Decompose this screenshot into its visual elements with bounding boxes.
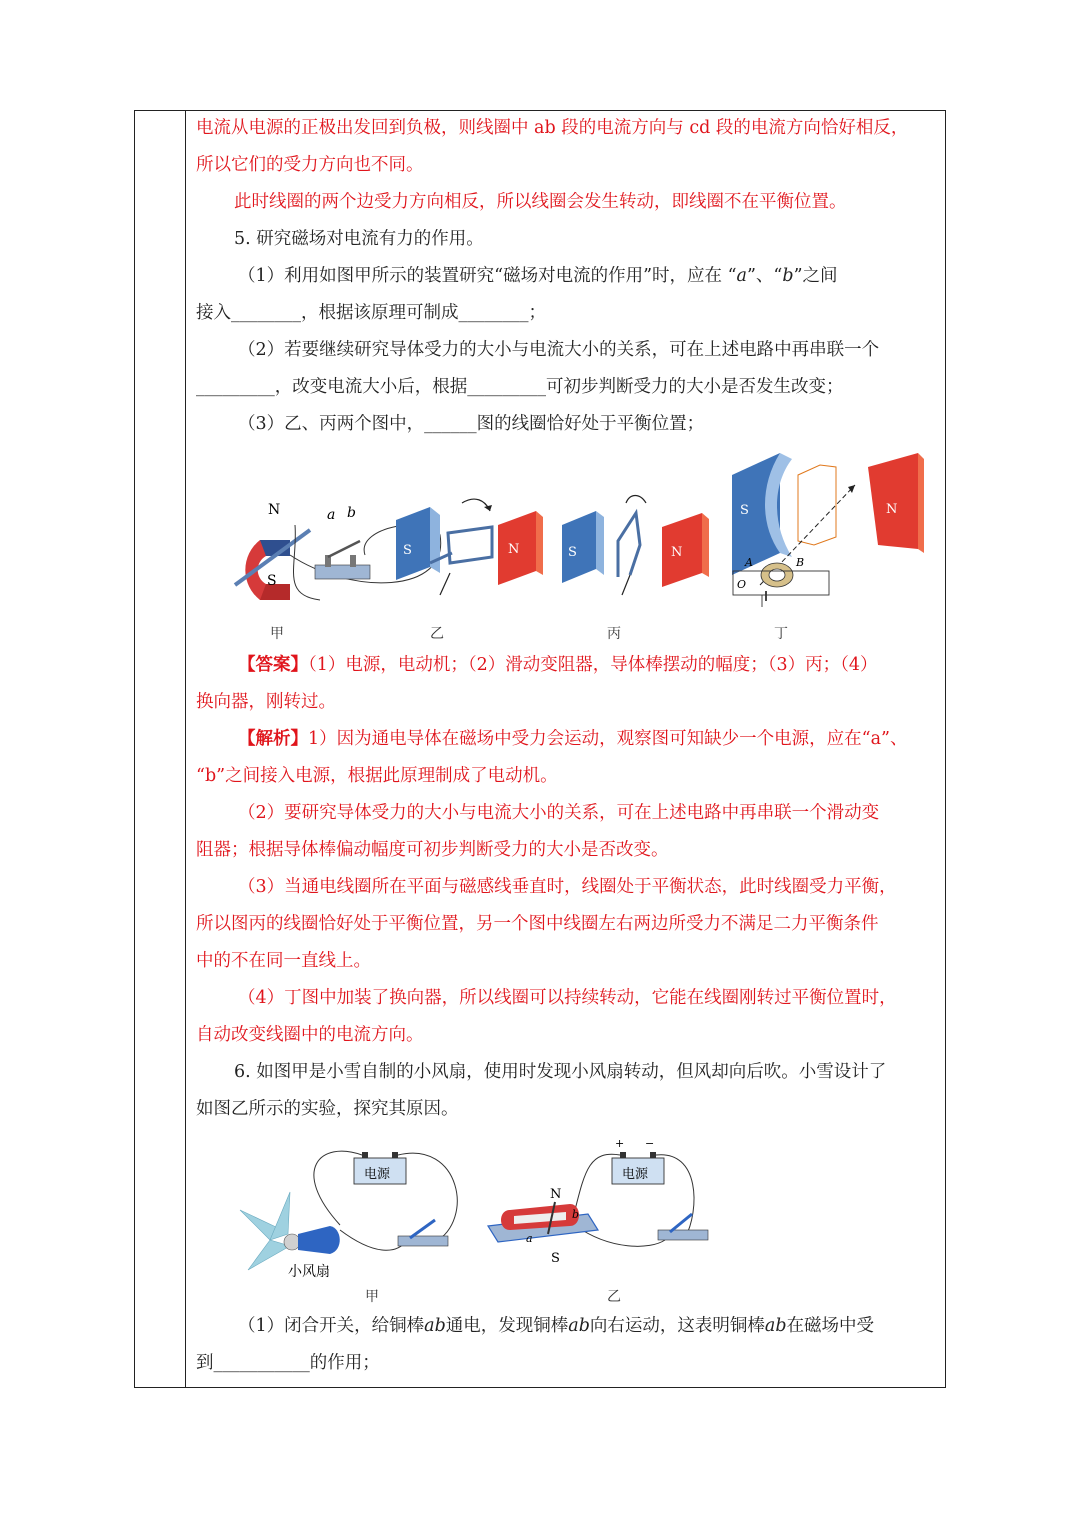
q5-part2: （2）若要继续研究导体受力的大小与电流大小的关系，可在上述电路中再串联一个 <box>238 340 880 360</box>
fig6-jia-fan-label: 小风扇 <box>288 1264 330 1280</box>
fig-ding-label-B: B <box>796 556 805 569</box>
fig6-yi-power-label: 电源 <box>622 1167 649 1182</box>
prev-analysis-line2: 所以它们的受力方向也不同。 <box>196 155 424 175</box>
fig-caption-ding: 丁 <box>774 626 788 642</box>
q5-part1-cont: 接入________，根据该原理可制成________； <box>196 303 546 323</box>
fig-yi-magnets-coil <box>396 499 543 595</box>
fig-yi-label-N: N <box>508 542 520 557</box>
fig6-yi-label-a: a <box>526 1232 533 1245</box>
fig-jia-label-a: a <box>327 507 336 523</box>
fig-bing-label-S: S <box>568 545 577 560</box>
analysis-line3b: 所以图丙的线圈恰好处于平衡位置，另一个图中线圈左右两边所受力不满足二力平衡条件 <box>196 914 879 934</box>
fig-caption-yi: 乙 <box>430 626 444 642</box>
fig-ding-label-O: O <box>737 578 747 591</box>
analysis-line3c: 中的不在同一直线上。 <box>196 951 371 971</box>
fig-ding-motor-commutator <box>732 453 924 607</box>
analysis-line3a: （3）当通电线圈所在平面与磁感线垂直时，线圈处于平衡状态，此时线圈受力平衡， <box>238 877 897 897</box>
q6-title: 6. 如图甲是小雪自制的小风扇，使用时发现小风扇转动，但风却向后吹。小雪设计了 <box>234 1062 887 1082</box>
analysis-line1: 【解析】1）因为通电导体在磁场中受力会运动，观察图可知缺少一个电源，应在“a”、 <box>238 729 908 749</box>
q5-title: 5. 研究磁场对电流有力的作用。 <box>234 229 484 249</box>
analysis-line1b: “b”之间接入电源，根据此原理制成了电动机。 <box>196 766 558 786</box>
fig6-yi-plus: + <box>615 1137 625 1150</box>
answer-line1: 【答案】（1）电源，电动机；（2）滑动变阻器，导体棒摆动的幅度；（3）丙；（4） <box>238 655 878 675</box>
analysis-line2a: （2）要研究导体受力的大小与电流大小的关系，可在上述电路中再串联一个滑动变 <box>238 803 880 823</box>
analysis-line4b: 自动改变线圈中的电流方向。 <box>196 1025 424 1045</box>
fig6-jia-power-label: 电源 <box>364 1167 391 1182</box>
q5-part3: （3）乙、丙两个图中，______图的线圈恰好处于平衡位置； <box>238 414 705 434</box>
fig-jia-label-b: b <box>347 505 356 521</box>
fig-caption-jia: 甲 <box>270 626 284 642</box>
q5-part1: （1）利用如图甲所示的装置研究“磁场对电流的作用”时，应在 “a”、“b”之间 <box>238 266 838 286</box>
fig6-caption-jia: 甲 <box>365 1289 379 1305</box>
table-column-divider <box>185 110 186 1388</box>
fig-ding-label-S: S <box>740 503 749 518</box>
q6-part1-cont: 到___________的作用； <box>196 1353 380 1373</box>
fig6-yi-rail-circuit <box>488 1152 708 1246</box>
prev-analysis-line3: 此时线圈的两个边受力方向相反，所以线圈会发生转动，即线圈不在平衡位置。 <box>234 192 847 212</box>
fig-ding-label-N: N <box>886 502 898 517</box>
fig-jia-label-S: S <box>267 573 277 589</box>
prev-analysis-line1: 电流从电源的正极出发回到负极，则线圈中 ab 段的电流方向与 cd 段的电流方向恰好相反， <box>196 118 909 138</box>
fig6-yi-minus: − <box>645 1137 655 1150</box>
q6-title-cont: 如图乙所示的实验，探究其原因。 <box>196 1099 459 1119</box>
fig6-yi-label-N: N <box>550 1187 562 1202</box>
fig6-yi-label-S: S <box>551 1251 560 1266</box>
fig-caption-bing: 丙 <box>607 626 621 642</box>
fig-bing-magnets-coil <box>562 496 709 596</box>
q5-part2-cont: _________，改变电流大小后，根据_________可初步判断受力的大小是否发生改变； <box>196 377 844 397</box>
q5-figure <box>200 445 940 645</box>
answer-line2: 换向器，刚转过。 <box>196 692 336 712</box>
fig6-jia-fan-circuit <box>240 1151 457 1270</box>
analysis-line4a: （4）丁图中加装了换向器，所以线圈可以持续转动，它能在线圈刚转过平衡位置时， <box>238 988 897 1008</box>
fig-jia-label-N: N <box>268 502 281 518</box>
fig6-yi-label-b: b <box>572 1208 580 1221</box>
fig6-caption-yi: 乙 <box>607 1289 621 1305</box>
fig-yi-label-S: S <box>403 543 412 558</box>
analysis-line2b: 阻器；根据导体棒偏动幅度可初步判断受力的大小是否改变。 <box>196 840 669 860</box>
fig-bing-label-N: N <box>671 545 683 560</box>
fig-ding-label-A: A <box>745 556 753 569</box>
q6-figure <box>230 1130 730 1280</box>
q6-part1: （1）闭合开关，给铜棒ab通电，发现铜棒ab向右运动，这表明铜棒ab在磁场中受 <box>238 1316 875 1336</box>
